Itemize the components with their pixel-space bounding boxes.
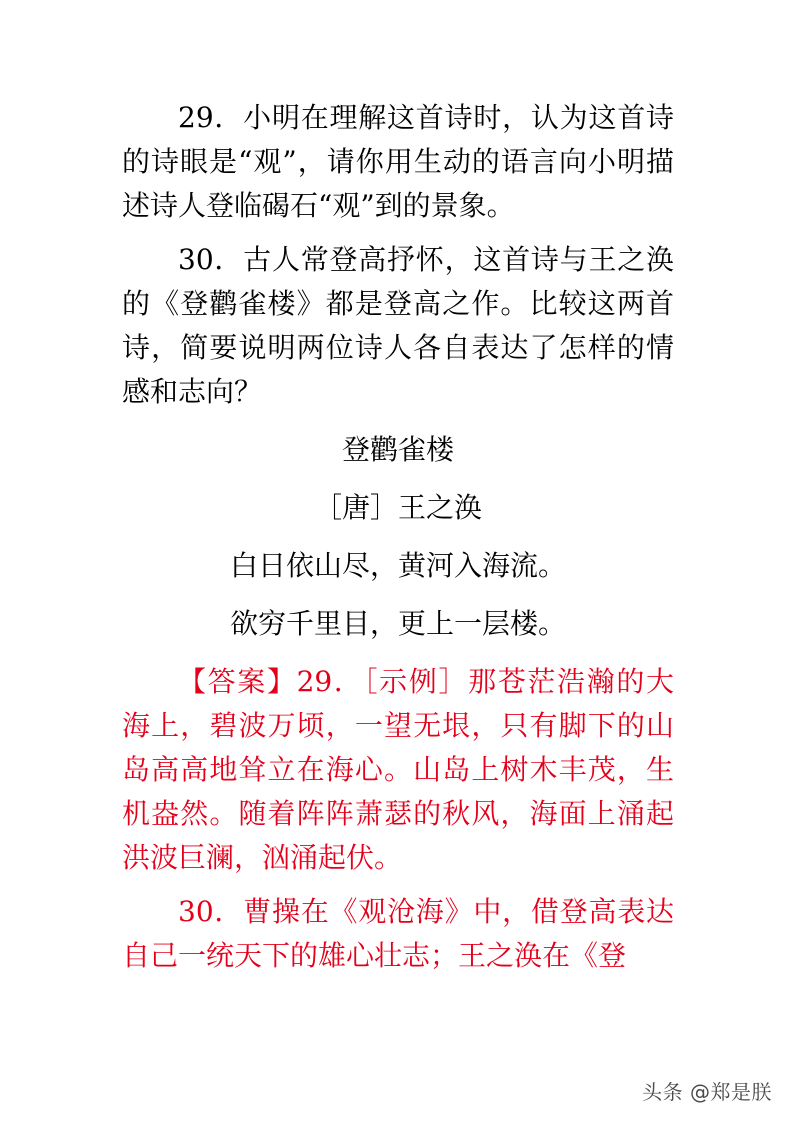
poem-author: ［唐］王之涣 bbox=[313, 491, 482, 524]
answer-29 bbox=[122, 660, 674, 880]
poem-line-2: 欲穷千里目，更上一层楼。 bbox=[229, 607, 566, 640]
question-29: 29．小明在理解这首诗时，认为这首诗的诗眼是“观”，请你用生动的语言向小明描述诗人登临碣石“观”到的景象。 bbox=[122, 101, 674, 222]
question-30: 30．古人常登高抒怀，这首诗与王之涣的《登鹳雀楼》都是登高之作。比较这两首诗，简要说明两位诗人各自表达了怎样的情感和志向？ bbox=[122, 243, 674, 408]
watermark: 头条 @郑是朕 bbox=[642, 1080, 772, 1104]
answer-label: 【答案】 bbox=[178, 665, 297, 698]
poem-line-1: 白日依山尽，黄河入海流。 bbox=[229, 549, 566, 582]
document-body bbox=[122, 96, 674, 978]
answer-30: 30．曹操在《观沧海》中，借登高表达自己一统天下的雄心壮志；王之涣在《登 bbox=[122, 895, 674, 972]
answer-29-text: 29．［示例］那苍茫浩瀚的大海上，碧波万顷，一望无垠，只有脚下的山岛高高地耸立在海心。山岛上树木丰茂，生机盎然。随着阵阵萧瑟的秋风，海面上涌起洪波巨澜，汹涌起伏。 bbox=[122, 665, 674, 874]
poem-title: 登鹳雀楼 bbox=[341, 433, 454, 466]
